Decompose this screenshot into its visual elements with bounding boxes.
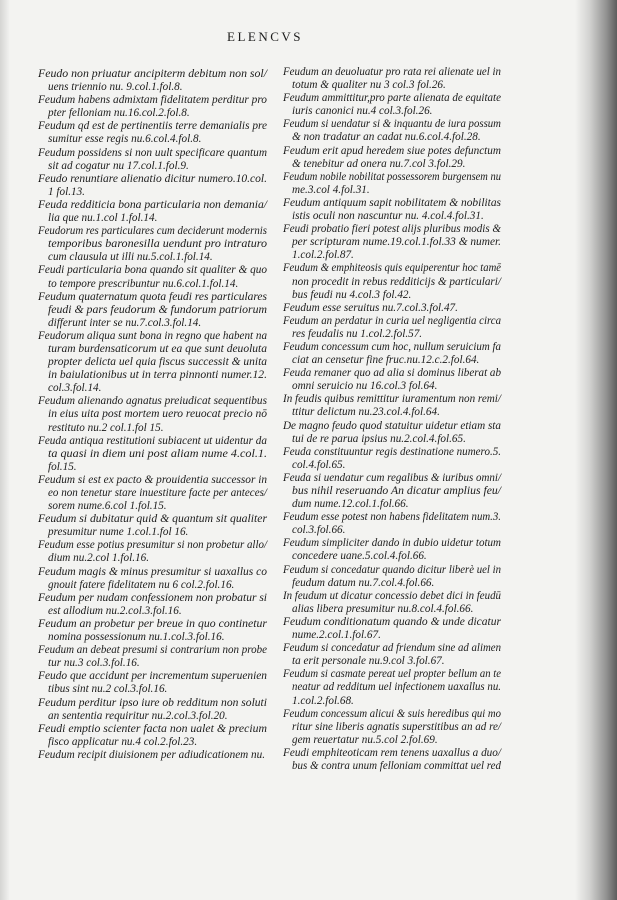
entry-line-text: fisco applicatur nu.4 col.2.fol.23. bbox=[48, 735, 198, 748]
entry-continuation-line bbox=[283, 498, 501, 511]
entry-continuation-line bbox=[38, 356, 267, 369]
entry-line-text: totum & qualiter nu 3 col.3 fol.26. bbox=[292, 79, 446, 92]
entry-headword-line bbox=[38, 566, 267, 579]
index-entry bbox=[283, 420, 501, 446]
entry-continuation-line bbox=[38, 605, 267, 618]
entry-headword-line bbox=[283, 511, 501, 524]
entry-headword-line bbox=[283, 341, 501, 354]
entry-line-text: Feudo que accidunt per incrementum superuenien bbox=[38, 670, 267, 683]
entry-headword-line bbox=[38, 513, 267, 526]
entry-line-text: omni seruicio nu 16.col.3 fol.64. bbox=[292, 380, 438, 393]
entry-headword-line bbox=[38, 697, 267, 710]
entry-headword-line bbox=[283, 564, 501, 577]
entry-continuation-line bbox=[38, 343, 267, 356]
entry-line-text: bus nihil reseruando An dicatur amplius feu/ bbox=[292, 485, 501, 497]
entry-line-text: ta quasi in diem uni post aliam nume 4.col.1. bbox=[48, 447, 267, 460]
entry-continuation-line bbox=[283, 289, 501, 302]
entry-continuation-line bbox=[283, 184, 501, 197]
entry-line-text: & tenebitur ad onera nu.7.col 3.fol.29. bbox=[292, 157, 466, 170]
entry-continuation-line bbox=[283, 406, 501, 419]
entry-continuation-line bbox=[283, 249, 501, 262]
entry-continuation-line bbox=[38, 369, 267, 382]
entry-continuation-line bbox=[38, 736, 267, 749]
entry-line-text: uens triennio nu. 9.col.1.fol.8. bbox=[48, 81, 183, 94]
entry-headword-line bbox=[38, 291, 267, 304]
entry-line-text: feudi & pars feudorum & fundorum patriorum bbox=[48, 303, 267, 316]
entry-line-text: presumitur nume 1.col.1.fol 16. bbox=[48, 526, 189, 539]
index-entry bbox=[38, 513, 267, 539]
entry-line-text: Feudum esse potest non habens fidelitatem num.3. bbox=[283, 511, 501, 524]
entry-continuation-line bbox=[38, 278, 267, 291]
index-entry bbox=[38, 539, 267, 565]
entry-line-text: Feudum esse seruitus nu.7.col.3.fol.47. bbox=[283, 301, 458, 314]
entry-line-text: iuris canonici nu.4 col.3.fol.26. bbox=[292, 105, 433, 118]
entry-continuation-line bbox=[38, 251, 267, 264]
index-entry bbox=[38, 120, 267, 146]
index-entry bbox=[38, 723, 267, 749]
entry-headword-line bbox=[38, 147, 267, 160]
entry-line-text: Feudum erit apud heredem siue potes defunctum bbox=[283, 144, 501, 157]
entry-line-text: Feudum an deuoluatur pro rata rei alienate uel in bbox=[283, 66, 501, 78]
entry-headword-line bbox=[283, 747, 501, 760]
entry-headword-line bbox=[283, 393, 501, 406]
index-entry bbox=[38, 670, 267, 696]
entry-headword-line bbox=[38, 94, 267, 107]
entry-continuation-line bbox=[283, 105, 501, 118]
entry-line-text: gem reuertatur nu.5.col 2.fol.69. bbox=[292, 733, 438, 746]
index-entry bbox=[38, 330, 267, 395]
entry-line-text: Feuda constituuntur regis destinatione numero.5. bbox=[283, 445, 501, 458]
entry-continuation-line bbox=[38, 657, 267, 670]
entry-headword-line bbox=[38, 395, 267, 408]
entry-line-text: in baiulationibus ut in terra pinnonti numer.12. bbox=[48, 369, 267, 382]
entry-headword-line bbox=[283, 446, 501, 459]
entry-line-text: 1 fol.13. bbox=[48, 185, 85, 198]
entry-line-text: dium nu.2.col 1.fol.16. bbox=[48, 552, 149, 565]
entry-line-text: concedere uane.5.col.4.fol.66. bbox=[292, 550, 427, 563]
entry-continuation-line bbox=[38, 107, 267, 120]
entry-line-text: temporibus baronesilla uendunt pro intraturo bbox=[48, 238, 267, 251]
entry-headword-line bbox=[283, 171, 501, 184]
entry-line-text: est allodium nu.2.col.3.fol.16. bbox=[48, 604, 182, 617]
index-entry bbox=[38, 592, 267, 618]
entry-headword-line bbox=[283, 642, 501, 655]
index-entry bbox=[38, 749, 267, 762]
index-entry bbox=[283, 197, 501, 223]
entry-headword-line bbox=[283, 537, 501, 550]
entry-line-text: Feudum si concedatur ad friendum sine ad alimen bbox=[283, 642, 501, 655]
entry-headword-line bbox=[38, 173, 267, 186]
entry-headword-line bbox=[38, 199, 267, 212]
entry-continuation-line bbox=[283, 485, 501, 498]
index-right-column bbox=[283, 66, 501, 773]
entry-line-text: Feudum quaternatum quota feudi res particulares bbox=[38, 290, 267, 303]
index-entry bbox=[283, 747, 501, 773]
entry-continuation-line bbox=[38, 422, 267, 435]
entry-headword-line bbox=[38, 592, 267, 605]
index-entry bbox=[283, 118, 501, 144]
entry-line-text: Feudum nobile nobilitat possessorem burgensem nu bbox=[283, 170, 501, 183]
entry-continuation-line bbox=[283, 603, 501, 616]
entry-line-text: ritur sine liberis agnatis superstitibus an ad re/ bbox=[292, 720, 501, 733]
entry-line-text: Feudum esse potius presumitur si non probetur allo/ bbox=[38, 539, 267, 552]
page-right-edge-shadow bbox=[575, 0, 617, 900]
entry-continuation-line bbox=[283, 655, 501, 668]
entry-headword-line bbox=[283, 92, 501, 105]
entry-line-text: col.4.fol.65. bbox=[292, 458, 346, 471]
entry-line-text: In feudum ut dicatur concessio debet dici in feudū bbox=[283, 589, 501, 602]
entry-line-text: Feudum simpliciter dando in dubio uidetur totum bbox=[283, 537, 501, 550]
entry-headword-line bbox=[38, 264, 267, 277]
entry-line-text: col.3.fol.14. bbox=[48, 382, 102, 395]
index-entry bbox=[38, 618, 267, 644]
entry-headword-line bbox=[283, 197, 501, 210]
entry-line-text: pter felloniam nu.16.col.2.fol.8. bbox=[48, 107, 190, 120]
entry-line-text: in eius uita post mortem uero reuocat precio nō bbox=[48, 408, 267, 421]
entry-line-text: neatur ad redditum uel infectionem uaxallus nu. bbox=[292, 681, 501, 694]
entry-continuation-line bbox=[283, 328, 501, 341]
entry-continuation-line bbox=[283, 629, 501, 642]
entry-continuation-line bbox=[38, 160, 267, 173]
entry-continuation-line bbox=[283, 131, 501, 144]
entry-continuation-line bbox=[38, 448, 267, 461]
entry-line-text: Feuda si uendatur cum regalibus & iuribus omni/ bbox=[283, 471, 501, 484]
index-entry bbox=[283, 616, 501, 642]
entry-line-text: Feudum an debeat presumi si contrarium non probe bbox=[38, 644, 267, 657]
entry-headword-line bbox=[283, 668, 501, 681]
entry-headword-line bbox=[38, 618, 267, 631]
entry-continuation-line bbox=[38, 487, 267, 500]
entry-continuation-line bbox=[38, 212, 267, 225]
entry-line-text: nomina possessionum nu.1.col.3.fol.16. bbox=[48, 631, 225, 644]
entry-line-text: Feudorum res particulares cum deciderunt modernis bbox=[38, 225, 267, 238]
entry-headword-line bbox=[38, 68, 267, 81]
entry-headword-line bbox=[283, 708, 501, 721]
entry-continuation-line bbox=[38, 382, 267, 395]
entry-line-text: Feuda redditicia bona particularia non demania/ bbox=[38, 198, 267, 211]
entry-line-text: ta erit personale nu.9.col 3.fol.67. bbox=[292, 655, 445, 668]
index-entry bbox=[38, 291, 267, 330]
entry-line-text: 1.col.2.fol.87. bbox=[292, 249, 354, 262]
entry-continuation-line bbox=[38, 133, 267, 146]
index-entry bbox=[283, 393, 501, 419]
entry-continuation-line bbox=[283, 276, 501, 289]
entry-continuation-line bbox=[283, 380, 501, 393]
entry-line-text: Feudum si uendatur si & inquantu de iura possum bbox=[283, 118, 501, 131]
entry-headword-line bbox=[38, 539, 267, 552]
entry-line-text: Feudum recipit diuisionem per adiudicationem nu. bbox=[38, 748, 266, 761]
index-entry bbox=[283, 66, 501, 92]
entry-line-text: sorem nume.6.col 1.fol.15. bbox=[48, 500, 167, 513]
index-entry bbox=[283, 511, 501, 537]
index-entry bbox=[283, 171, 501, 197]
index-entry bbox=[38, 697, 267, 723]
entry-continuation-line bbox=[283, 550, 501, 563]
entry-continuation-line bbox=[283, 210, 501, 223]
entry-line-text: Feudum concessum cum hoc, nullum seruicium fa bbox=[283, 340, 501, 353]
entry-headword-line bbox=[283, 118, 501, 131]
index-entry bbox=[38, 147, 267, 173]
entry-line-text: eo non tenetur stare inuestiture facte per anteces/ bbox=[48, 487, 267, 499]
index-entry bbox=[38, 435, 267, 474]
entry-continuation-line bbox=[38, 526, 267, 539]
entry-continuation-line bbox=[38, 683, 267, 696]
entry-headword-line bbox=[283, 262, 501, 275]
index-entry bbox=[283, 92, 501, 118]
entry-line-text: Feudum conditionatum quando & unde dicatur bbox=[283, 615, 501, 628]
entry-line-text: Feudum si casmate pereat uel propter bellum an te bbox=[283, 668, 501, 681]
entry-line-text: De magno feudo quod statuitur uidetur etiam sta bbox=[283, 419, 501, 432]
entry-line-text: alias libera presumitur nu.8.col.4.fol.66. bbox=[292, 602, 474, 615]
entry-continuation-line bbox=[283, 695, 501, 708]
index-entry bbox=[38, 566, 267, 592]
index-entry bbox=[283, 708, 501, 747]
entry-line-text: restituto nu.2 col.1.fol 15. bbox=[48, 421, 164, 434]
entry-continuation-line bbox=[38, 304, 267, 317]
entry-line-text: cum clausula ut illi nu.5.col.1.fol.14. bbox=[48, 251, 213, 264]
entry-headword-line bbox=[38, 330, 267, 343]
entry-line-text: tui de re parua ipsius nu.2.col.4.fol.65. bbox=[292, 432, 466, 445]
entry-headword-line bbox=[283, 367, 501, 380]
index-entry bbox=[38, 94, 267, 120]
entry-headword-line bbox=[38, 435, 267, 448]
entry-continuation-line bbox=[38, 238, 267, 251]
entry-line-text: col.3.fol.66. bbox=[292, 524, 346, 537]
entry-continuation-line bbox=[38, 552, 267, 565]
entry-continuation-line bbox=[283, 459, 501, 472]
entry-line-text: Feudi emphiteoticam rem tenens uaxallus a duo/ bbox=[283, 746, 501, 759]
index-entry bbox=[283, 564, 501, 590]
entry-continuation-line bbox=[38, 461, 267, 474]
index-left-column bbox=[38, 68, 267, 762]
entry-line-text: In feudis quibus remittitur iuramentum non remi/ bbox=[283, 393, 501, 406]
entry-continuation-line bbox=[283, 681, 501, 694]
entry-line-text: sit ad cogatur nu 17.col.1.fol.9. bbox=[48, 159, 189, 172]
entry-line-text: res feudalis nu 1.col.2.fol.57. bbox=[292, 327, 423, 340]
entry-line-text: Feudo renuntiare alienatio dicitur numero.10.col. bbox=[38, 172, 267, 185]
entry-line-text: gnouit fatere fidelitatem nu 6 col.2.fol.16. bbox=[48, 578, 235, 591]
entry-continuation-line bbox=[38, 710, 267, 723]
entry-headword-line bbox=[38, 120, 267, 133]
entry-continuation-line bbox=[283, 354, 501, 367]
entry-continuation-line bbox=[283, 734, 501, 747]
entry-line-text: Feudo non priuatur ancipiterm debitum non sol/ bbox=[38, 68, 267, 80]
entry-continuation-line bbox=[38, 81, 267, 94]
entry-line-text: nume.2.col.1.fol.67. bbox=[292, 629, 381, 642]
entry-line-text: Feudum si est ex pacto & prouidentia successor in bbox=[38, 473, 267, 486]
entry-headword-line bbox=[283, 315, 501, 328]
entry-continuation-line bbox=[38, 631, 267, 644]
entry-headword-line bbox=[38, 225, 267, 238]
entry-line-text: Feudum concessum alicui & suis heredibus qui mo bbox=[283, 707, 501, 720]
entry-continuation-line bbox=[38, 500, 267, 513]
entry-line-text: ttitur delictum nu.23.col.4.fol.64. bbox=[292, 406, 440, 419]
index-entry bbox=[283, 341, 501, 367]
index-entry bbox=[38, 395, 267, 434]
entry-continuation-line bbox=[38, 408, 267, 421]
entry-line-text: fol.15. bbox=[48, 460, 77, 473]
index-entry bbox=[283, 446, 501, 472]
entry-line-text: an sententia requiritur nu.2.col.3.fol.20. bbox=[48, 709, 228, 722]
entry-headword-line bbox=[283, 302, 501, 315]
entry-line-text: feudum datum nu.7.col.4.fol.66. bbox=[292, 576, 435, 589]
page-left-edge-shadow bbox=[0, 0, 10, 900]
entry-line-text: Feuda remaner quo ad alia si dominus liberat ab bbox=[283, 367, 501, 380]
index-entry bbox=[283, 537, 501, 563]
entry-line-text: propter delicta uel quia fiscus successit & unita bbox=[48, 356, 267, 369]
entry-line-text: sumitur esse regis nu.6.col.4.fol.8. bbox=[48, 133, 202, 146]
entry-continuation-line bbox=[38, 317, 267, 330]
entry-headword-line bbox=[283, 66, 501, 79]
index-entry bbox=[38, 474, 267, 513]
entry-headword-line bbox=[38, 749, 267, 762]
index-entry bbox=[38, 264, 267, 290]
entry-headword-line bbox=[38, 723, 267, 736]
entry-line-text: Feudum ammittitur,pro parte alienata de equitate bbox=[283, 92, 501, 105]
entry-line-text: Feudum habens admixtam fidelitatem perditur pro bbox=[38, 94, 267, 107]
entry-continuation-line bbox=[283, 760, 501, 773]
entry-line-text: Feudum si dubitatur quid & quantum sit qualiter bbox=[38, 513, 267, 526]
entry-line-text: tur nu.3 col.3.fol.16. bbox=[48, 657, 140, 670]
entry-continuation-line bbox=[283, 79, 501, 92]
index-entry bbox=[38, 173, 267, 199]
entry-line-text: 1.col.2.fol.68. bbox=[292, 694, 354, 707]
entry-line-text: Feudorum aliqua sunt bona in regno que habent na bbox=[38, 329, 267, 342]
entry-line-text: lia que nu.1.col 1.fol.14. bbox=[48, 212, 158, 225]
entry-headword-line bbox=[283, 472, 501, 485]
index-entry bbox=[38, 199, 267, 225]
index-entry bbox=[283, 590, 501, 616]
index-entry bbox=[38, 225, 267, 264]
entry-line-text: to tempore prescribuntur nu.6.col.1.fol.14. bbox=[48, 277, 239, 290]
entry-headword-line bbox=[283, 590, 501, 603]
index-entry bbox=[283, 642, 501, 668]
entry-line-text: turam burdensaticorum ut ea que sunt deuoluta bbox=[48, 342, 267, 355]
index-entry bbox=[283, 668, 501, 707]
index-entry bbox=[283, 367, 501, 393]
entry-continuation-line bbox=[38, 579, 267, 592]
entry-line-text: Feudum antiquum sapit nobilitatem & nobilitas bbox=[283, 196, 501, 209]
entry-headword-line bbox=[283, 616, 501, 629]
entry-continuation-line bbox=[283, 433, 501, 446]
entry-continuation-line bbox=[283, 721, 501, 734]
entry-headword-line bbox=[283, 420, 501, 433]
entry-line-text: Feudum magis & minus presumitur si uaxallus co bbox=[38, 565, 267, 578]
entry-line-text: me.3.col 4.fol.31. bbox=[292, 183, 370, 196]
entry-line-text: differunt inter se nu.7.col.3.fol.14. bbox=[48, 316, 202, 329]
running-header: ELENCVS bbox=[227, 29, 303, 44]
index-entry bbox=[283, 223, 501, 262]
entry-line-text: Feuda antiqua restitutioni subiacent ut uidentur da bbox=[38, 434, 267, 447]
entry-headword-line bbox=[38, 670, 267, 683]
entry-continuation-line bbox=[283, 577, 501, 590]
entry-line-text: Feudi particularia bona quando sit qualiter & quo bbox=[38, 264, 267, 277]
entry-line-text: & non tradatur an cadat nu.6.col.4.fol.28. bbox=[292, 131, 481, 144]
index-entry bbox=[283, 145, 501, 171]
index-entry bbox=[38, 644, 267, 670]
entry-headword-line bbox=[283, 145, 501, 158]
entry-line-text: dum nume.12.col.1.fol.66. bbox=[292, 498, 409, 511]
entry-line-text: istis oculi non nascuntur nu. 4.col.4.fol.31. bbox=[292, 210, 484, 223]
entry-line-text: Feudum an perdatur in curia uel negligentia circa bbox=[283, 314, 501, 327]
index-entry bbox=[38, 68, 267, 94]
entry-continuation-line bbox=[283, 524, 501, 537]
entry-line-text: Feudi probatio fieri potest alijs pluribus modis & bbox=[283, 223, 501, 236]
entry-line-text: tibus sint nu.2 col.3.fol.16. bbox=[48, 683, 168, 696]
entry-headword-line bbox=[38, 474, 267, 487]
entry-headword-line bbox=[38, 644, 267, 657]
entry-line-text: Feudi emptio scienter facta non ualet & precium bbox=[38, 722, 267, 735]
entry-line-text: ciat an censetur fine fruc.nu.12.c.2.fol.64. bbox=[292, 354, 480, 367]
index-entry bbox=[283, 315, 501, 341]
entry-line-text: Feudum alienando agnatus preiudicat sequentibus bbox=[38, 395, 267, 408]
entry-line-text: Feudum an probetur per breue in quo continetur bbox=[38, 617, 267, 630]
entry-line-text: bus & contra unum felloniam committat uel red bbox=[292, 759, 501, 772]
entry-line-text: Feudum per nudam confessionem non probatur si bbox=[38, 591, 267, 604]
entry-line-text: Feudum & emphiteosis quis equiperentur hoc tamē bbox=[283, 262, 501, 275]
entry-continuation-line bbox=[283, 236, 501, 249]
entry-line-text: bus feudi nu 4.col.3 fol.42. bbox=[292, 288, 412, 301]
entry-continuation-line bbox=[38, 186, 267, 199]
entry-headword-line bbox=[283, 223, 501, 236]
entry-line-text: Feudum possidens si non uult specificare quantum bbox=[38, 146, 267, 159]
entry-line-text: Feudum qd est de pertinentiis terre demanialis pre bbox=[38, 120, 267, 133]
index-entry bbox=[283, 262, 501, 301]
entry-line-text: Feudum si concedatur quando dicitur liberè uel in bbox=[283, 563, 501, 576]
entry-line-text: non procedit in rebus redditicijs & particulari/ bbox=[292, 275, 501, 288]
entry-line-text: per scripturam nume.19.col.1.fol.33 & numer. bbox=[292, 236, 501, 249]
index-entry bbox=[283, 302, 501, 315]
entry-continuation-line bbox=[283, 158, 501, 171]
entry-line-text: Feudum perditur ipso iure ob redditum non soluti bbox=[38, 696, 267, 709]
index-entry bbox=[283, 472, 501, 511]
